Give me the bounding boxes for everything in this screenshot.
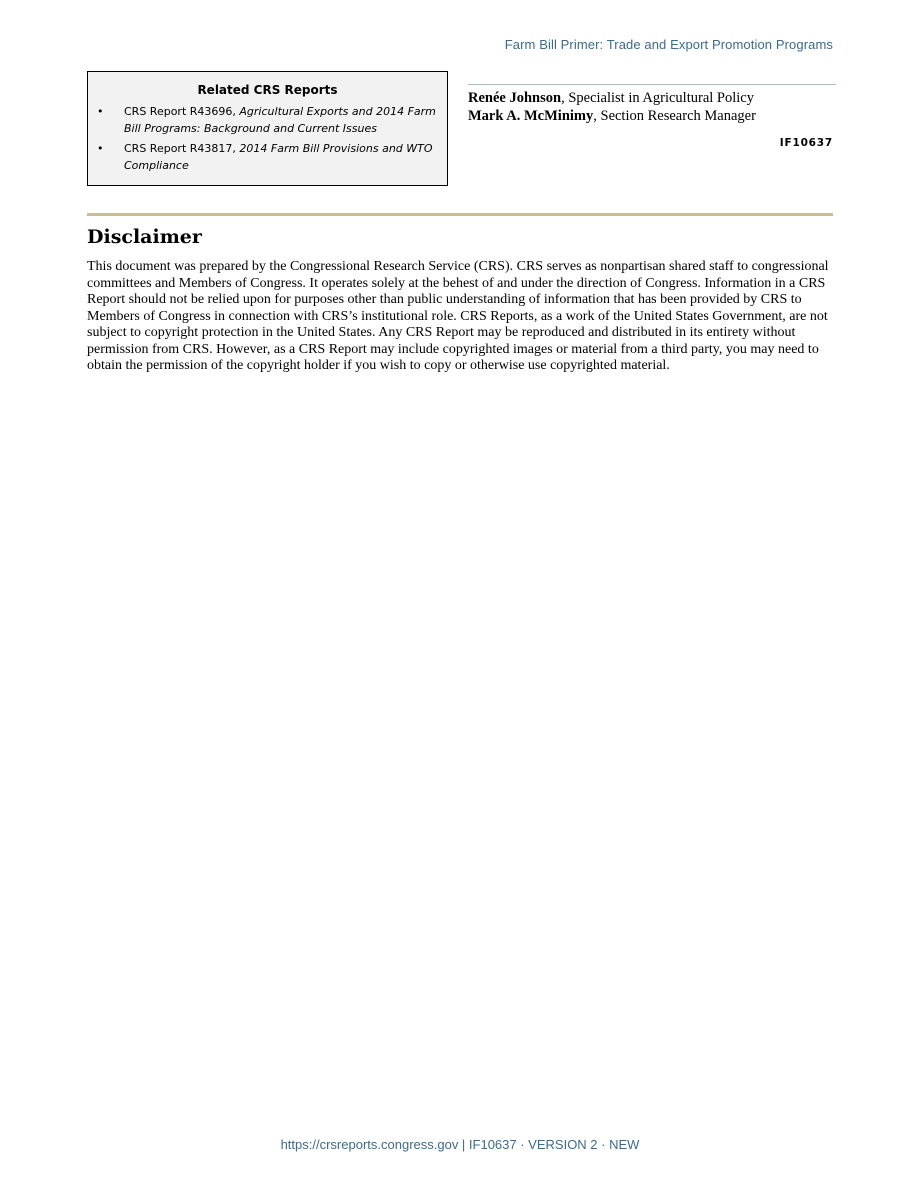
related-report-item <box>88 140 437 174</box>
related-report-number: CRS Report R43817, <box>124 142 240 155</box>
disclaimer-body: This document was prepared by the Congressional Research Service (CRS). CRS serves as nonpartisan shared staff to congressional committees and Members of Congress. It operates solely at the behest of and under the direction of Congress. Information in a CRS Report should not be relied upon for purposes other than public understanding of information that has been provided by CRS to Members of Congress in connection with CRS’s institutional role. CRS Reports, as a work of the United States Government, are not subject to copyright protection in the United States. Any CRS Report may be reproduced and distributed in its entirety without permission from CRS. However, as a CRS Report may include copyrighted images or material from a third party, you may need to obtain the permission of the copyright holder if you wish to copy or otherwise use copyrighted material. <box>87 259 829 373</box>
author-divider <box>468 84 836 85</box>
related-report-title: Agricultural Exports and 2014 Farm Bill Programs: Background and Current Issues <box>124 105 436 135</box>
related-reports-box <box>87 71 448 186</box>
section-divider <box>87 213 833 216</box>
author-list <box>468 89 836 125</box>
author-line <box>468 89 836 107</box>
author-block <box>468 84 836 125</box>
related-reports-heading: Related CRS Reports <box>197 83 338 97</box>
bullet-icon: • <box>97 105 104 118</box>
disclaimer-heading: Disclaimer <box>87 226 202 248</box>
document-id: IF10637 <box>779 137 833 149</box>
related-report-title: 2014 Farm Bill Provisions and WTO Compliance <box>124 142 433 172</box>
related-reports-list <box>88 103 447 174</box>
running-header-title: Farm Bill Primer: Trade and Export Promotion Programs <box>504 37 833 52</box>
author-role: , Section Research Manager <box>593 108 756 124</box>
footer-link[interactable]: https://crsreports.congress.gov | IF10637 · VERSION 2 · NEW <box>280 1137 640 1152</box>
author-name: Renée Johnson <box>468 90 562 106</box>
related-report-item <box>88 103 437 137</box>
related-report-number: CRS Report R43696, <box>124 105 240 118</box>
bullet-icon: • <box>97 142 104 155</box>
author-line <box>468 107 836 125</box>
author-name: Mark A. McMinimy <box>468 108 594 124</box>
author-role: , Specialist in Agricultural Policy <box>561 90 754 106</box>
